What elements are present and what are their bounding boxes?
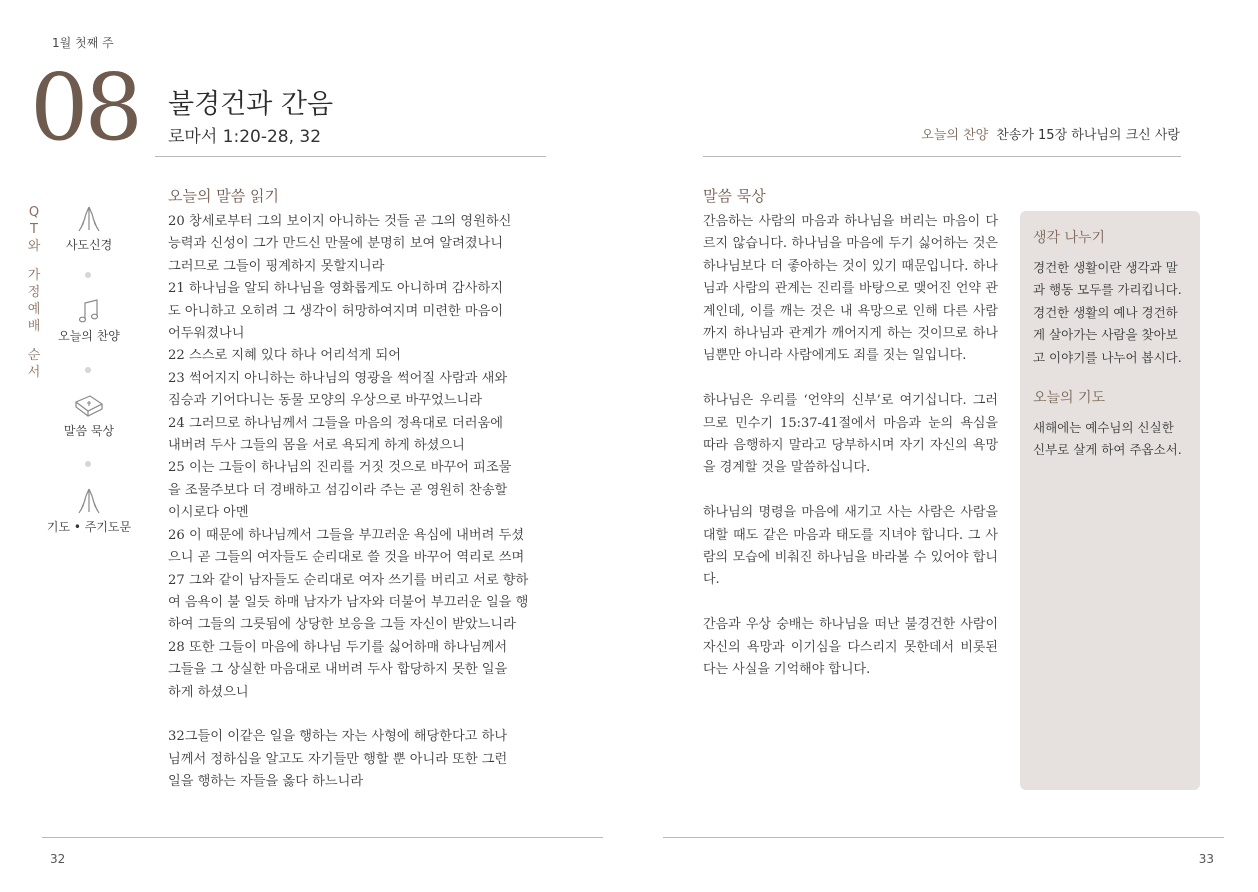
verse-line: 으니 곧 그들의 여자들도 순리대로 쓸 것을 바꾸어 역리로 쓰며 <box>168 550 525 566</box>
verse-line: 22 스스로 지혜 있다 하나 어리석게 되어 <box>168 348 402 364</box>
page-number-left: 32 <box>50 852 66 866</box>
page-number-right: 33 <box>1198 852 1214 866</box>
day-number: 08 <box>30 54 140 161</box>
divider <box>663 837 1224 838</box>
divider <box>155 156 546 157</box>
order-item-apostles-creed <box>44 204 134 253</box>
meditation-paragraph: 간음하는 사람의 마음과 하나님을 버리는 마음이 다르지 않습니다. 하나님을 마음에 두기 싫어하는 것은 하나님보다 더 좋아하는 것이 있기 때문입니다. 하나님과 사람의 관계는 진리를 바탕으로 맺어진 언약 관계인데, 이를 깨는 것은 내 욕망으로 인해 다른 사람까지 하나님과 관계가 깨어지게 하는 것이므로 하나님뿐만 아니라 사람에게도 죄를 짓는 일입니다. <box>703 214 998 364</box>
order-item-label: 기도 • 주기도문 <box>46 520 132 534</box>
verse-line: 님께서 정하심을 알고도 자기들만 행할 뿐 아니라 또한 그런 <box>168 751 508 767</box>
verse-line: 이시로다 아멘 <box>168 505 249 521</box>
separator-dot <box>85 367 91 373</box>
verse-line: 25 이는 그들이 하나님의 진리를 거짓 것으로 바꾸어 피조물 <box>168 460 512 476</box>
verse-line: 짐승과 기어다니는 동물 모양의 우상으로 바꾸었느니라 <box>168 393 482 409</box>
vertical-char: 배 <box>27 319 41 334</box>
meditation-paragraph: 간음과 우상 숭배는 하나님을 떠난 불경건한 사람이 자신의 욕망과 이기심을 다스리지 못한데서 비롯된다는 사실을 기억해야 합니다. <box>703 617 998 678</box>
page-title: 불경건과 간음 <box>168 89 334 120</box>
vertical-char: 정 <box>27 285 41 300</box>
verse-line: 하게 하셨으니 <box>168 684 249 700</box>
verse-line: 내버려 두사 그들의 몸을 서로 욕되게 하게 하셨으니 <box>168 438 465 454</box>
hymn-label: 오늘의 찬양 <box>921 128 989 143</box>
order-item-todays-hymn <box>44 297 134 344</box>
verse-line: 일을 행하는 자들을 옳다 하느니라 <box>168 774 364 790</box>
share-text: 경건한 생활이란 생각과 말과 행동 모두를 가리킵니다. 경건한 생활의 예나 경건하게 살아가는 사람을 찾아보고 이야기를 나누어 봅시다. <box>1033 260 1182 365</box>
verse-line: 도 아니하고 오히려 그 생각이 허망하여지며 미련한 마음이 <box>168 303 504 319</box>
vertical-char: 와 <box>27 239 41 254</box>
divider <box>42 837 603 838</box>
meditation-body <box>703 211 998 704</box>
scripture-reading <box>168 211 548 794</box>
meditation-paragraph: 하나님은 우리를 ‘언약의 신부’로 여기십니다. 그러므로 민수기 15:37-41절에서 마음과 눈의 욕심을 따라 음행하지 말라고 당부하시며 자기 자신의 욕망을 경계할 것을 말씀하십니다. <box>703 393 998 476</box>
verse-line: 그러므로 그들이 핑계하지 못할지니라 <box>168 258 385 274</box>
bible-book-icon <box>72 392 106 420</box>
hymn-text: 찬송가 15장 하나님의 크신 사랑 <box>996 128 1180 143</box>
meditation-paragraph: 하나님의 명령을 마음에 새기고 사는 사람은 사람을 대할 때도 같은 마음과 태도를 지녀야 합니다. 그 사람의 모습에 비춰진 하나님을 바라볼 수 있어야 합니다. <box>703 505 998 588</box>
vertical-char: 서 <box>27 365 41 380</box>
vertical-char: 예 <box>27 302 41 317</box>
verse-line: 26 이 때문에 하나님께서 그들을 부끄러운 욕심에 내버려 두셨 <box>168 527 525 543</box>
music-note-icon <box>73 297 105 325</box>
scripture-reference: 로마서 1:20-28, 32 <box>168 127 322 147</box>
verse-line: 32그들이 이같은 일을 행하는 자는 사형에 해당한다고 하나 <box>168 729 508 745</box>
separator-dot <box>85 461 91 467</box>
verse-line: 24 그러므로 하나님께서 그들을 마음의 정욕대로 더러움에 <box>168 415 503 431</box>
vertical-char: Q <box>28 205 40 220</box>
verse-line: 27 그와 같이 남자들도 순리대로 여자 쓰기를 버리고 서로 향하 <box>168 572 529 588</box>
vertical-char: 가 <box>27 268 41 283</box>
meditation-heading: 말씀 묵상 <box>703 187 766 205</box>
verse-line: 21 하나님을 알되 하나님을 영화롭게도 아니하며 감사하지 <box>168 281 503 297</box>
order-item-prayer <box>44 486 134 535</box>
prayer-heading: 오늘의 기도 <box>1033 390 1106 407</box>
verse-line: 20 창세로부터 그의 보이지 아니하는 것들 곧 그의 영원하신 <box>168 214 512 229</box>
share-heading: 생각 나누기 <box>1033 230 1106 246</box>
sharing-prayer-box <box>1020 211 1200 790</box>
order-item-label: 사도신경 <box>65 238 113 252</box>
week-label: 1월 첫째 주 <box>52 36 114 50</box>
verse-line: 어두워졌나니 <box>168 326 245 342</box>
qt-order-vertical-label <box>26 204 42 381</box>
reading-heading: 오늘의 말씀 읽기 <box>168 187 279 205</box>
verse-line: 그들을 그 상실한 마음대로 내버려 두사 합당하지 못한 일을 <box>168 662 508 678</box>
verse-line: 23 썩어지지 아니하는 하나님의 영광을 썩어질 사람과 새와 <box>168 370 508 386</box>
divider <box>703 156 1181 157</box>
order-item-label: 오늘의 찬양 <box>58 329 120 343</box>
praying-hands-icon <box>73 486 105 516</box>
praying-hands-icon <box>73 204 105 234</box>
order-item-label: 말씀 묵상 <box>63 424 115 438</box>
verse-line: 하여 그들의 그릇됨에 상당한 보응을 그들 자신이 받았느니라 <box>168 617 516 633</box>
verse-line: 28 또한 그들이 마음에 하나님 두기를 싫어하매 하나님께서 <box>168 639 508 655</box>
vertical-char: 순 <box>27 348 41 363</box>
prayer-text: 새해에는 예수님의 신실한 신부로 살게 하여 주옵소서. <box>1033 420 1182 458</box>
verse-line: 을 조물주보다 더 경배하고 섬김이라 주는 곧 영원히 찬송할 <box>168 482 508 498</box>
hymn-line <box>921 124 1180 143</box>
vertical-char: T <box>30 222 38 237</box>
separator-dot <box>85 272 91 278</box>
verse-line: 능력과 신성이 그가 만드신 만물에 분명히 보여 알려졌나니 <box>168 236 504 252</box>
order-item-meditation <box>44 392 134 439</box>
verse-line: 여 음욕이 불 일듯 하매 남자가 남자와 더불어 부끄러운 일을 행 <box>168 594 529 610</box>
